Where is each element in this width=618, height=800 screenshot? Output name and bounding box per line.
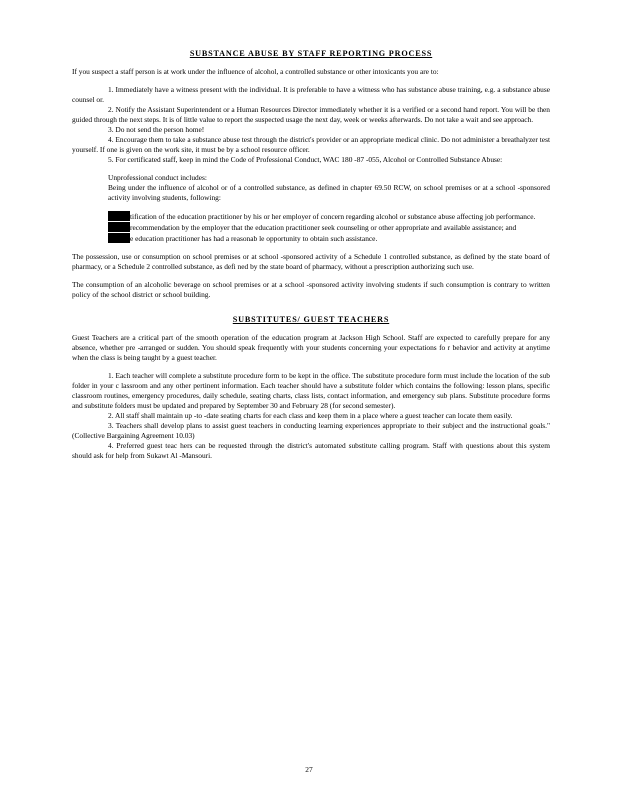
page-number: 27 <box>305 765 313 774</box>
step-4: 4. Encourage them to take a substance abuse test through the district's provider or an appropriate medical clinic. Do not administer a breathalyzer test yourself. If one is given on the work site, it must be by a school resource officer. <box>72 135 550 154</box>
unprofessional-conduct-text: Being under the influence of alcohol or of a controlled substance, as defined in chapter 69.50 RCW, on school premises or at a school -sponsored activity involving students, following: <box>108 183 550 202</box>
condition-2-text: recommendation by the employer that the education practitioner seek counseling or other appropriate and available assistance; and <box>130 223 517 232</box>
step-3: 3. Do not send the person home! <box>108 125 205 134</box>
condition-1 <box>72 211 550 222</box>
substitute-step-3: 3. Teachers shall develop plans to assist guest teachers in conducting learning experiences appropriate to their subject and the instructional goals." (Collective Bargaining Agreement 10.03) <box>72 421 550 440</box>
condition-3-text: e education practitioner has had a reasonab le opportunity to obtain such assistance. <box>130 234 378 243</box>
possession-paragraph: The possession, use or consumption on school premises or at school -sponsored activity of a Schedule 1 controlled substance, as defined by the state board of pharmacy, or a Schedule 2 controlled substance, as defi ned by the state board of pharmacy, without a prescription authorizing such use. <box>72 252 550 271</box>
substitutes-intro: Guest Teachers are a critical part of the smooth operation of the education program at Jackson High School. Staff are expected to carefully prepare for any absence, whether pre -arranged or sudden. You should speak frequently with your students concerning your expectations fo r behavior and activity at anytime when the class is being taught by a guest teacher. <box>72 333 550 362</box>
condition-2 <box>72 222 550 233</box>
step-5: 5. For certificated staff, keep in mind the Code of Professional Conduct, WAC 180 -87 -055, Alcohol or Controlled Substance Abuse: <box>108 155 503 164</box>
condition-3 <box>72 233 550 244</box>
document-page <box>72 48 550 461</box>
consumption-paragraph: The consumption of an alcoholic beverage on school premises or at a school -sponsored activity involving students if such consumption is contrary to written policy of the school district or school building. <box>72 280 550 299</box>
step-1: 1. Immediately have a witness present with the individual. It is preferable to have a witness who has substance abuse training, e.g. a substance abuse counsel or. <box>72 85 550 104</box>
step-2: 2. Notify the Assistant Superintendent or a Human Resources Director immediately whether it is a verified or a second hand report. You will be then guided through the next steps. It is of little value to report the suspected usage the next day, week or weeks afterwards. Do not take a wait and see approach. <box>72 105 550 124</box>
substitute-step-4: 4. Preferred guest teac hers can be requested through the district's automated substitute calling program. Staff with questions about this system should ask for help from Sukawt Al -Mansouri. <box>72 441 550 460</box>
section-title-substitutes: SUBSTITUTES/ GUEST TEACHERS <box>232 315 390 324</box>
section-title-substance-abuse: SUBSTANCE ABUSE BY STAFF REPORTING PROCESS <box>189 49 433 58</box>
substitute-step-1: 1. Each teacher will complete a substitute procedure form to be kept in the office. The substitute procedure form must include the location of the sub folder in your c lassroom and any other pertinent information. Each teacher should have a substitute folder which contains the following: lesson plans, specific classroom routines, emergency procedures, daily schedule, seating charts, class lists, contact information, and emergency sub plans. Substitute procedure forms and substitute folders must be updated and prepared by September 30 and February 28 (for second semester). <box>72 371 550 410</box>
redaction-box <box>108 211 130 221</box>
redaction-box <box>108 233 130 243</box>
unprofessional-conduct-label: Unprofessional conduct includes: <box>108 173 207 182</box>
redaction-box <box>108 222 130 232</box>
condition-1-text: tification of the education practitioner by his or her employer of concern regarding alcohol or substance abuse affecting job performance. <box>130 212 536 221</box>
substitute-step-2: 2. All staff shall maintain up -to -date seating charts for each class and keep them in a place where a guest teacher can locate them easily. <box>108 411 513 420</box>
intro-paragraph: If you suspect a staff person is at work under the influence of alcohol, a controlled substance or other intoxicants you are to: <box>72 67 439 76</box>
